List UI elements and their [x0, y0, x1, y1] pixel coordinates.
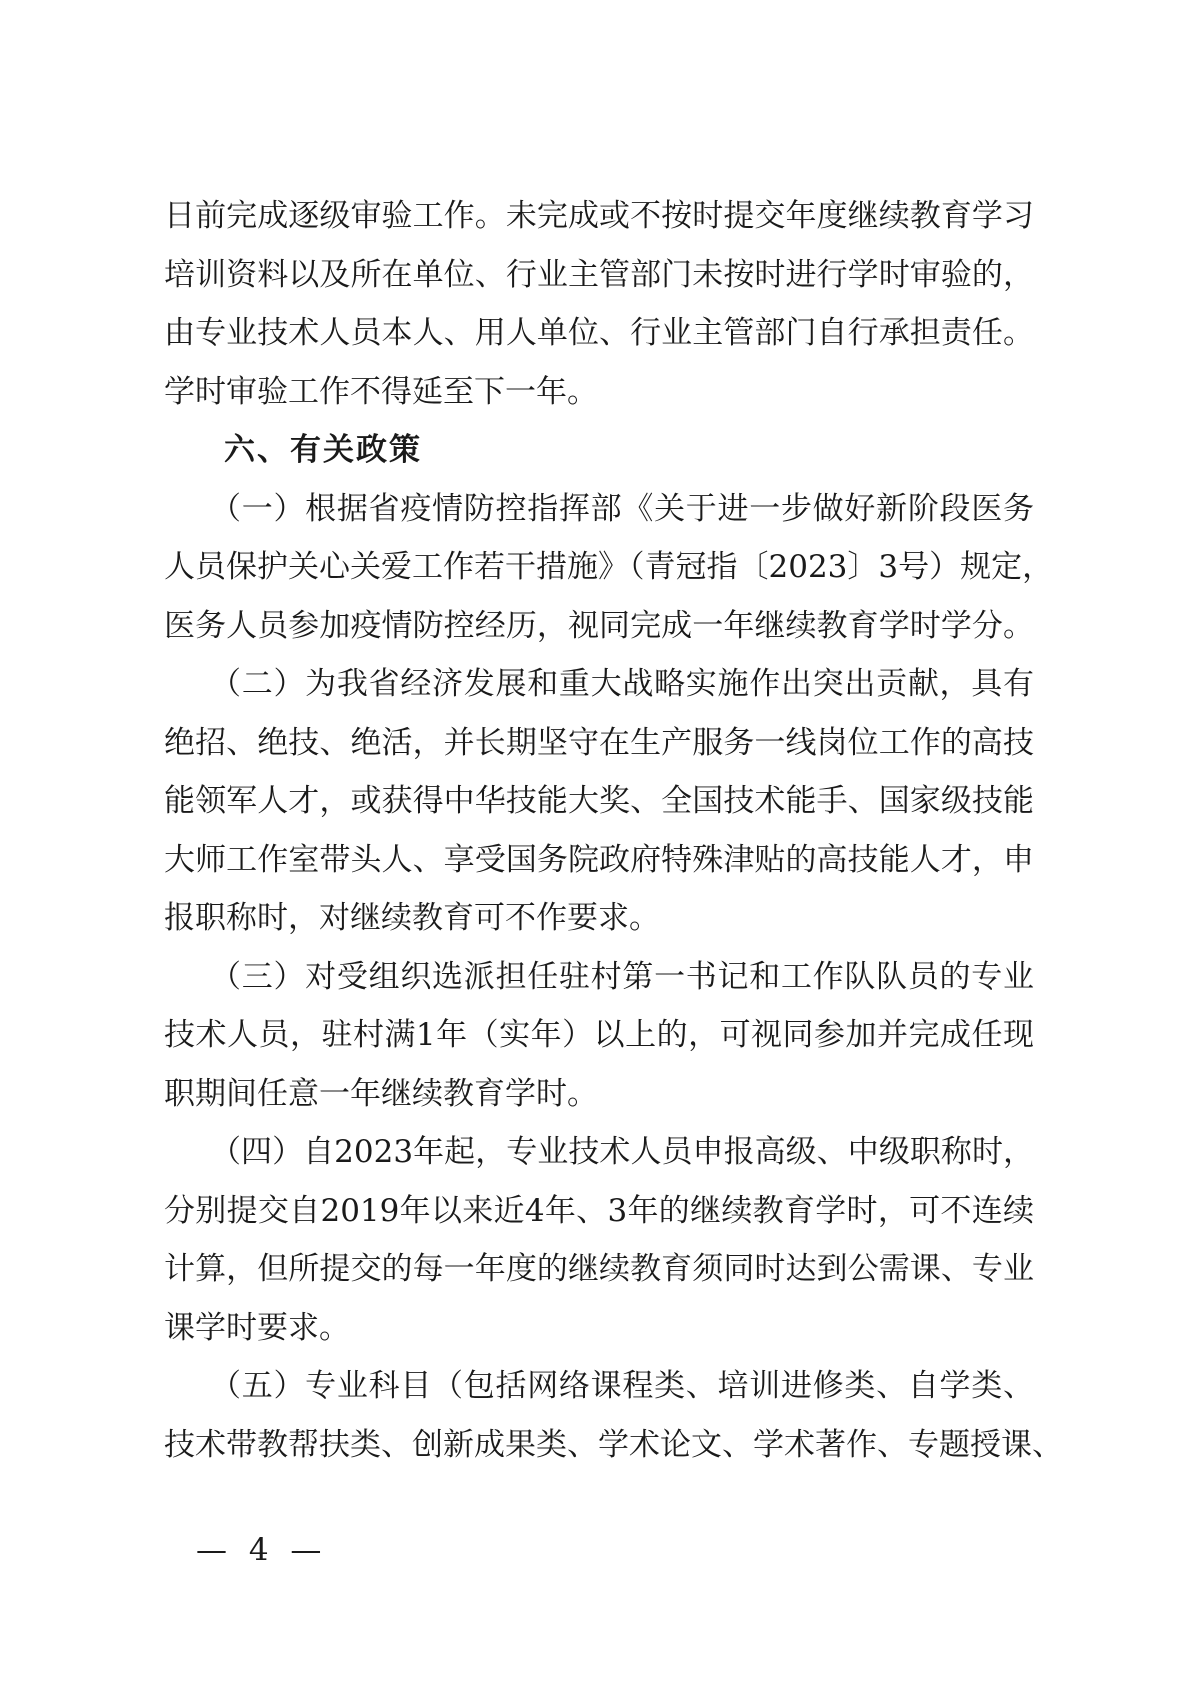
paragraph-first-line: （四）自2023年起，专业技术人员申报高级、中级职称时， — [210, 1134, 1034, 1170]
body-line: 医务人员参加疫情防控经历，视同完成一年继续教育学时学分。 — [164, 608, 1034, 644]
paragraph-first-line: （二）为我省经济发展和重大战略实施作出突出贡献，具有 — [210, 666, 1034, 702]
body-line: 技术带教帮扶类、创新成果类、学术论文、学术著作、专题授课、 — [164, 1427, 1063, 1463]
body-line: 技术人员，驻村满1年（实年）以上的，可视同参加并完成任现 — [164, 1017, 1034, 1053]
body-line: 由专业技术人员本人、用人单位、行业主管部门自行承担责任。 — [164, 315, 1034, 351]
paragraph-first-line: （一）根据省疫情防控指挥部《关于进一步做好新阶段医务 — [210, 491, 1034, 527]
body-line: 人员保护关心关爱工作若干措施》（青冠指〔2023〕3号）规定， — [164, 549, 1054, 585]
page-number: — 4 — — [196, 1532, 328, 1568]
body-line: 绝招、绝技、绝活，并长期坚守在生产服务一线岗位工作的高技 — [164, 725, 1034, 761]
body-line: 职期间任意一年继续教育学时。 — [164, 1076, 598, 1112]
body-line: 分别提交自2019年以来近4年、3年的继续教育学时，可不连续 — [164, 1193, 1034, 1229]
body-line: 大师工作室带头人、享受国务院政府特殊津贴的高技能人才，申 — [164, 842, 1034, 878]
body-line: 计算，但所提交的每一年度的继续教育须同时达到公需课、专业 — [164, 1251, 1034, 1287]
body-line: 能领军人才，或获得中华技能大奖、全国技术能手、国家级技能 — [164, 783, 1034, 819]
paragraph-first-line: （五）专业科目（包括网络课程类、培训进修类、自学类、 — [210, 1368, 1034, 1404]
section-heading: 六、有关政策 — [224, 432, 422, 468]
body-line: 日前完成逐级审验工作。未完成或不按时提交年度继续教育学习 — [164, 198, 1034, 234]
body-line: 培训资料以及所在单位、行业主管部门未按时进行学时审验的， — [164, 257, 1034, 293]
paragraph-first-line: （三）对受组织选派担任驻村第一书记和工作队队员的专业 — [210, 959, 1034, 995]
body-line: 课学时要求。 — [164, 1310, 350, 1346]
body-line: 报职称时，对继续教育可不作要求。 — [164, 900, 660, 936]
body-line: 学时审验工作不得延至下一年。 — [164, 374, 598, 410]
